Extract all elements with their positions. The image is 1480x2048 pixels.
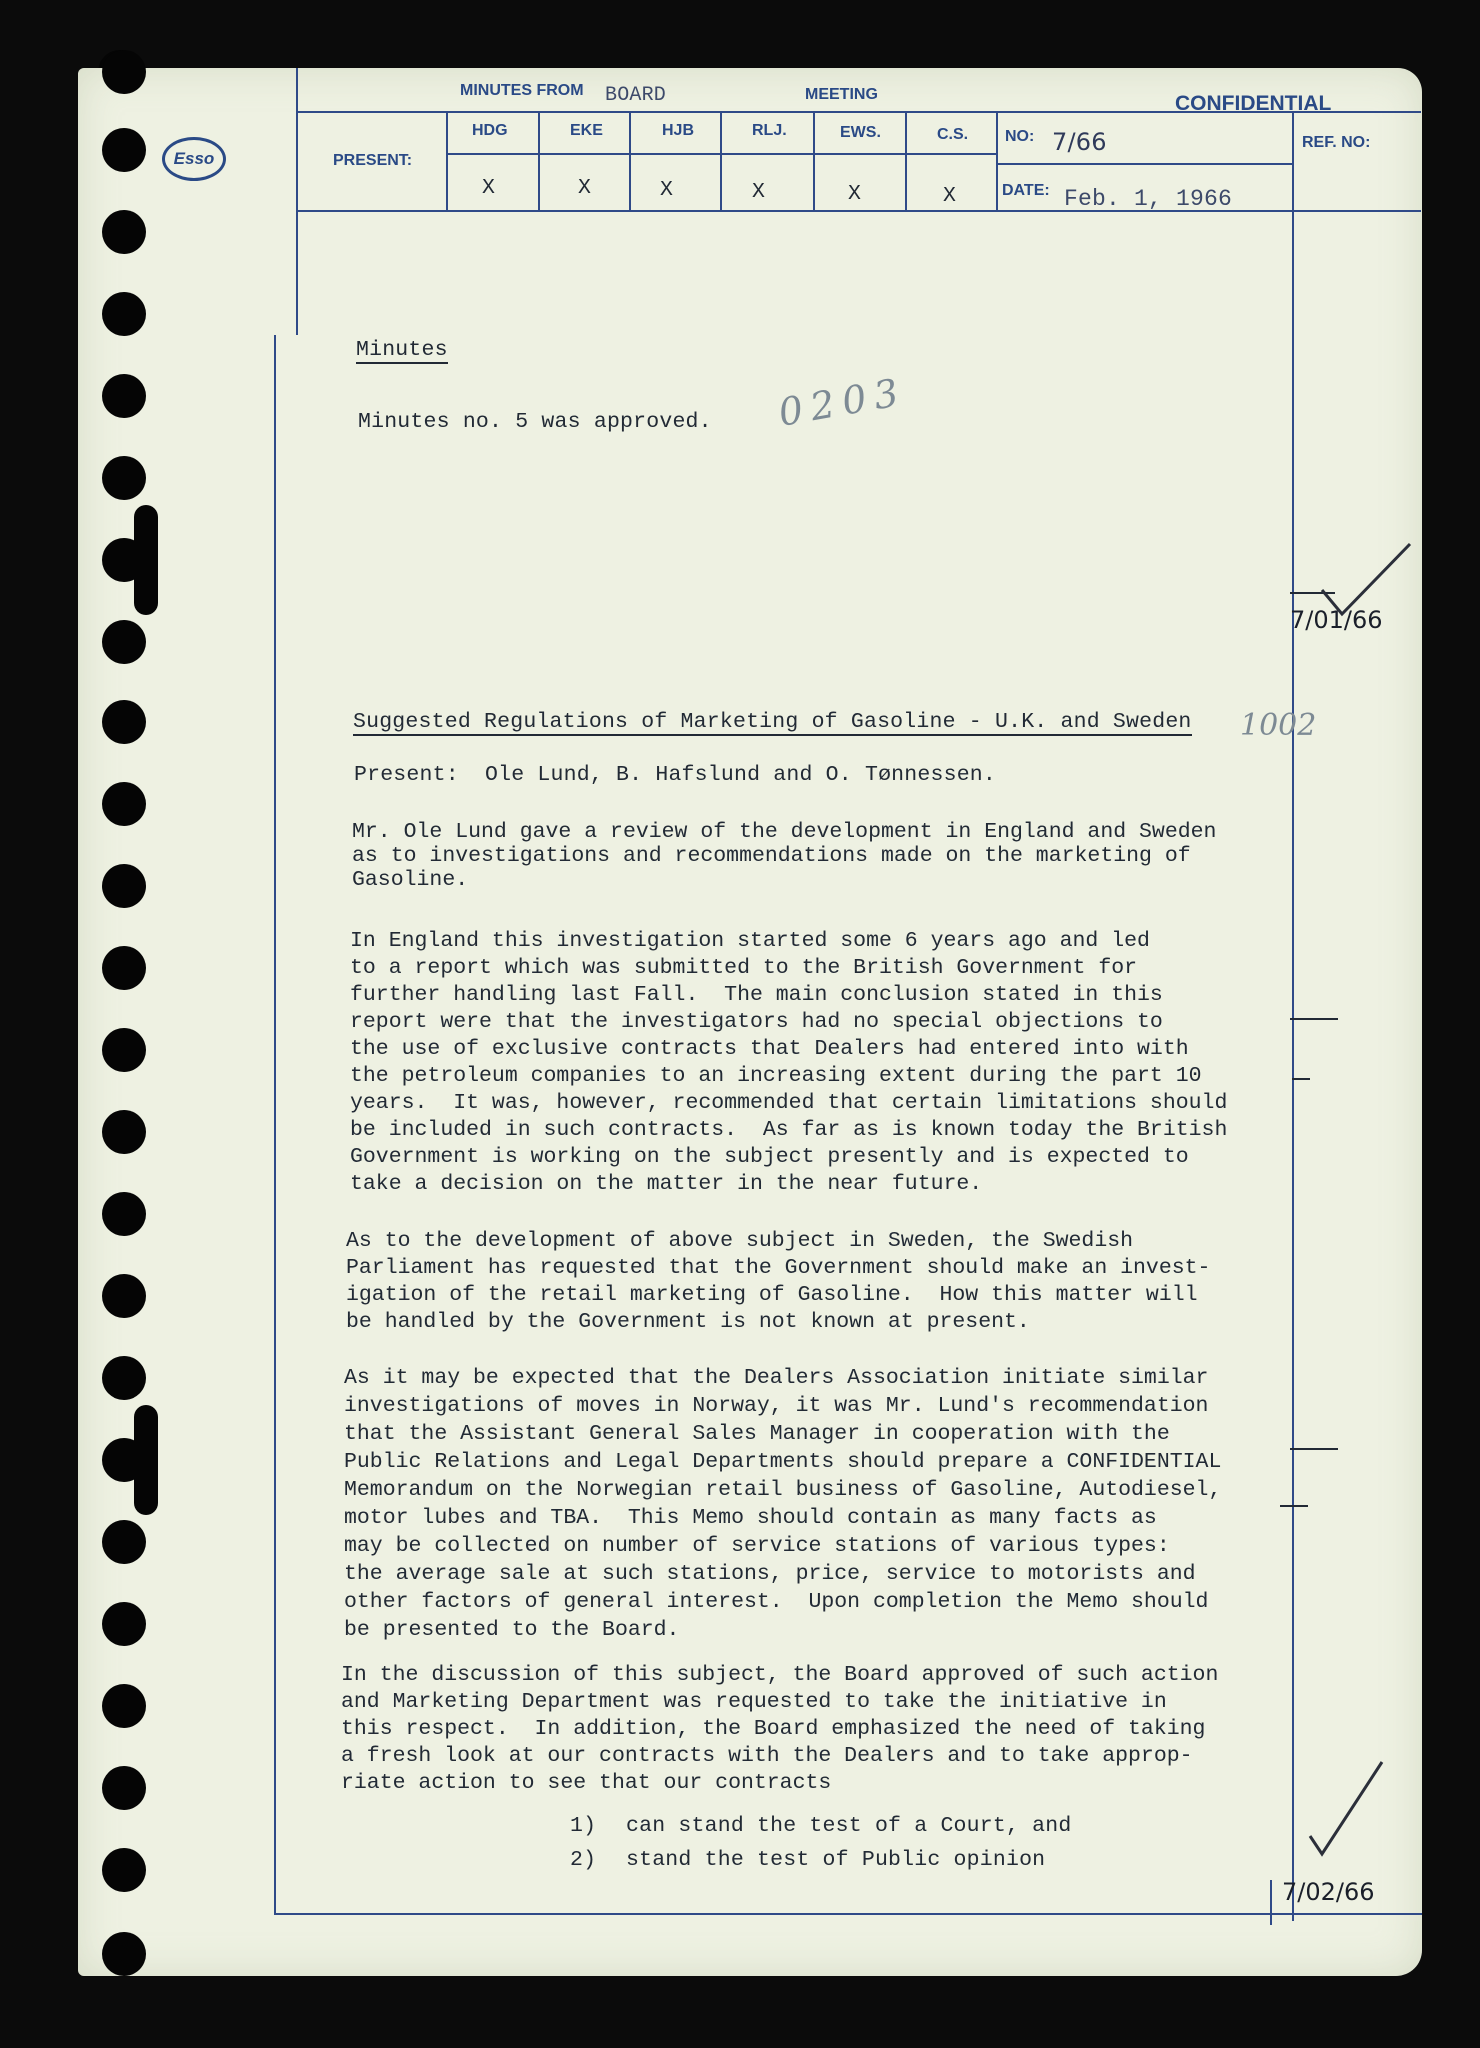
paragraph-review: Mr. Ole Lund gave a review of the development in England and Sweden as to investigations and recommendations made on the marketing of Gasoline. (352, 820, 1217, 892)
binder-hole (102, 1684, 146, 1728)
binder-hole (102, 1192, 146, 1236)
form-rule (296, 210, 298, 335)
attendee-mark: X (578, 176, 592, 200)
form-rule (296, 68, 298, 211)
attendee-initials: C.S. (937, 126, 969, 143)
attendee-mark: X (482, 176, 496, 200)
pencil-annotation: 0203 (775, 369, 910, 435)
date-label: DATE: (1002, 182, 1050, 199)
list-number: 1) (570, 1814, 597, 1838)
binder-hole (102, 50, 146, 94)
esso-logo: Esso (162, 137, 226, 181)
binder-hole (102, 1274, 146, 1318)
checkmark-icon (1306, 1758, 1386, 1858)
binder-hole (102, 1028, 146, 1072)
minutes-from-label: MINUTES FROM (460, 82, 584, 99)
binder-hole (102, 1520, 146, 1564)
attendee-mark: X (943, 184, 957, 208)
form-rule (274, 335, 276, 1915)
attendee-initials: EWS. (840, 124, 881, 141)
form-rule (813, 111, 815, 211)
attendee-initials: HJB (662, 122, 695, 139)
binder-hole (102, 1602, 146, 1646)
binder-hole (102, 700, 146, 744)
no-value: 7/66 (1052, 128, 1107, 156)
binder-hole (102, 1932, 146, 1976)
form-rule (996, 111, 998, 211)
present-line: Present: Ole Lund, B. Hafslund and O. Tønnessen. (354, 763, 997, 787)
binder-hole (102, 1766, 146, 1810)
margin-tick (1292, 1078, 1310, 1080)
binder-hole (102, 374, 146, 418)
binder-tab (134, 505, 158, 615)
no-label: NO: (1005, 128, 1035, 145)
pencil-annotation: 1002 (1240, 708, 1317, 743)
section-title-minutes: Minutes (356, 338, 448, 362)
list-number: 2) (570, 1848, 597, 1872)
form-rule (446, 111, 448, 211)
paragraph-discussion: In the discussion of this subject, the Board approved of such action and Marketing Department was requested to take the initiative in this respect. In addition, the Board emphasized the need of taking a fresh look at our contracts with the Dealers and to take approp- riate action to see that our contracts (341, 1663, 1219, 1795)
checkmark-icon (1318, 540, 1413, 620)
binder-hole (102, 946, 146, 990)
form-rule (905, 111, 907, 211)
margin-tick (1280, 1505, 1308, 1507)
margin-ref: 7/02/66 (1282, 1878, 1375, 1906)
binder-tab (134, 1405, 158, 1515)
form-rule (1270, 1880, 1272, 1925)
attendee-initials: EKE (570, 122, 603, 139)
binder-hole (102, 782, 146, 826)
minutes-from-value: BOARD (605, 84, 667, 107)
form-rule (720, 111, 722, 211)
margin-ref: 7/01/66 (1290, 606, 1383, 634)
attendee-initials: RLJ. (752, 122, 787, 139)
present-label: PRESENT: (333, 152, 413, 169)
margin-tick (1290, 1018, 1338, 1020)
ref-no-label: REF. NO: (1302, 134, 1371, 151)
list-item-text: stand the test of Public opinion (626, 1848, 1046, 1872)
paragraph-sweden: As to the development of above subject in Sweden, the Swedish Parliament has requested that the Government should make an invest- igation of the retail marketing of Gasoline. How this matter will be handled by the Government is not known at present. (346, 1229, 1211, 1334)
minutes-approved-text: Minutes no. 5 was approved. (358, 410, 712, 434)
form-rule (996, 163, 1292, 165)
form-rule (538, 111, 540, 211)
section-title-regulations: Suggested Regulations of Marketing of Gasoline - U.K. and Sweden (353, 710, 1192, 734)
confidential-label: CONFIDENTIAL (1175, 92, 1332, 115)
binder-hole (102, 864, 146, 908)
attendee-mark: X (848, 182, 862, 206)
binder-hole (102, 620, 146, 664)
binder-hole (102, 1356, 146, 1400)
binder-hole (102, 1848, 146, 1892)
paragraph-recommendation: As it may be expected that the Dealers Association initiate similar investigations of moves in Norway, it was Mr. Lund's recommendation that the Assistant General Sales Manager in cooperation with the Public Relations and Legal Departments should prepare a CONFIDENTIAL Memorandum on the Norwegian retail business of Gasoline, Autodiesel, motor lubes and TBA. This Memo should contain as many facts as may be collected on number of service stations of various types: the average sale at such stations, price, service to motorists and other factors of general interest. Upon completion the Memo should be presented to the Board. (344, 1366, 1222, 1642)
meeting-label: MEETING (805, 86, 878, 103)
binder-hole (102, 456, 146, 500)
attendee-mark: X (752, 180, 766, 204)
binder-hole (102, 292, 146, 336)
list-item-text: can stand the test of a Court, and (626, 1814, 1072, 1838)
form-rule (274, 1913, 1422, 1915)
form-rule (629, 111, 631, 211)
binder-hole (102, 1110, 146, 1154)
paragraph-england: In England this investigation started some 6 years ago and led to a report which was submitted to the British Government for further handling last Fall. The main conclusion stated in this report were that the investigators had no special objections to the use of exclusive contracts that Dealers had entered into with the petroleum companies to an increasing extent during the part 10 years. It was, however, recommended that certain limitations should be included in such contracts. As far as is known today the British Government is working on the subject presently and is expected to take a decision on the matter in the near future. (350, 929, 1228, 1196)
binder-hole (102, 128, 146, 172)
binder-hole (102, 210, 146, 254)
form-rule (296, 210, 1421, 212)
form-rule (1292, 111, 1294, 1921)
date-value: Feb. 1, 1966 (1064, 186, 1233, 212)
margin-tick (1290, 1448, 1338, 1450)
attendee-mark: X (660, 178, 674, 202)
attendee-initials: HDG (472, 122, 508, 139)
